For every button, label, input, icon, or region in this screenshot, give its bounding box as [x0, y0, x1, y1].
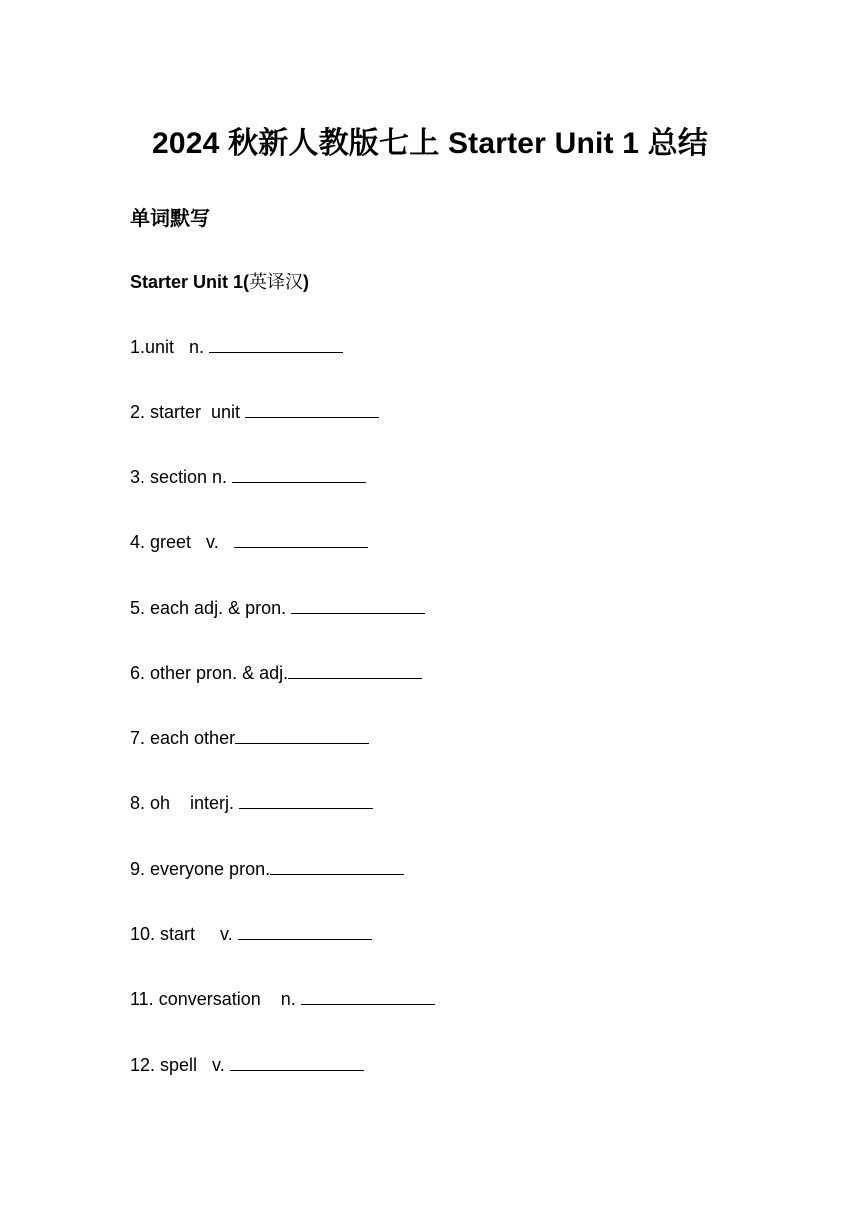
vocab-item: [130, 986, 435, 1010]
vocab-item-text: 7. each other: [130, 728, 236, 748]
answer-blank[interactable]: [239, 790, 373, 809]
vocab-item-text: 9. everyone pron.: [130, 859, 271, 879]
answer-blank[interactable]: [301, 986, 435, 1005]
vocab-item: [130, 856, 404, 880]
unit-subheading: [130, 268, 309, 294]
answer-blank[interactable]: [245, 399, 379, 418]
answer-blank[interactable]: [270, 856, 404, 875]
vocab-item-text: 3. section n.: [130, 467, 233, 487]
vocab-item-text: 10. start v.: [130, 924, 238, 944]
vocab-item-text: 6. other pron. & adj.: [130, 663, 289, 683]
section-heading: 单词默写: [130, 208, 210, 230]
vocab-item-text: 11. conversation n.: [130, 989, 301, 1009]
vocab-item-text: 2. starter unit: [130, 402, 246, 422]
subheading-cn: 英译汉: [249, 272, 304, 292]
vocab-item-text: 8. oh interj.: [130, 793, 240, 813]
page-title: 2024 秋新人教版七上 Starter Unit 1 总结: [151, 127, 709, 160]
answer-blank[interactable]: [230, 1052, 364, 1071]
answer-blank[interactable]: [209, 334, 343, 353]
vocab-item: [130, 790, 373, 814]
vocab-item: [130, 660, 422, 684]
vocab-item: [130, 399, 379, 423]
vocab-item: [130, 1052, 364, 1076]
vocab-item-text: 4. greet v.: [130, 532, 234, 552]
answer-blank[interactable]: [288, 660, 422, 679]
vocab-item-text: 12. spell v.: [130, 1055, 230, 1075]
vocab-item: [130, 595, 425, 619]
answer-blank[interactable]: [291, 595, 425, 614]
vocab-item: [130, 334, 343, 358]
vocab-item: [130, 529, 368, 553]
answer-blank[interactable]: [232, 464, 366, 483]
answer-blank[interactable]: [235, 725, 369, 744]
vocab-item-text: 5. each adj. & pron.: [130, 598, 292, 618]
vocab-item: [130, 921, 372, 945]
answer-blank[interactable]: [234, 529, 368, 548]
vocab-item: [130, 464, 366, 488]
subheading-close: ): [303, 272, 310, 292]
subheading-main: Starter Unit 1(: [130, 272, 250, 292]
vocab-item-text: 1.unit n.: [130, 337, 210, 357]
vocab-item: [130, 725, 369, 749]
answer-blank[interactable]: [238, 921, 372, 940]
